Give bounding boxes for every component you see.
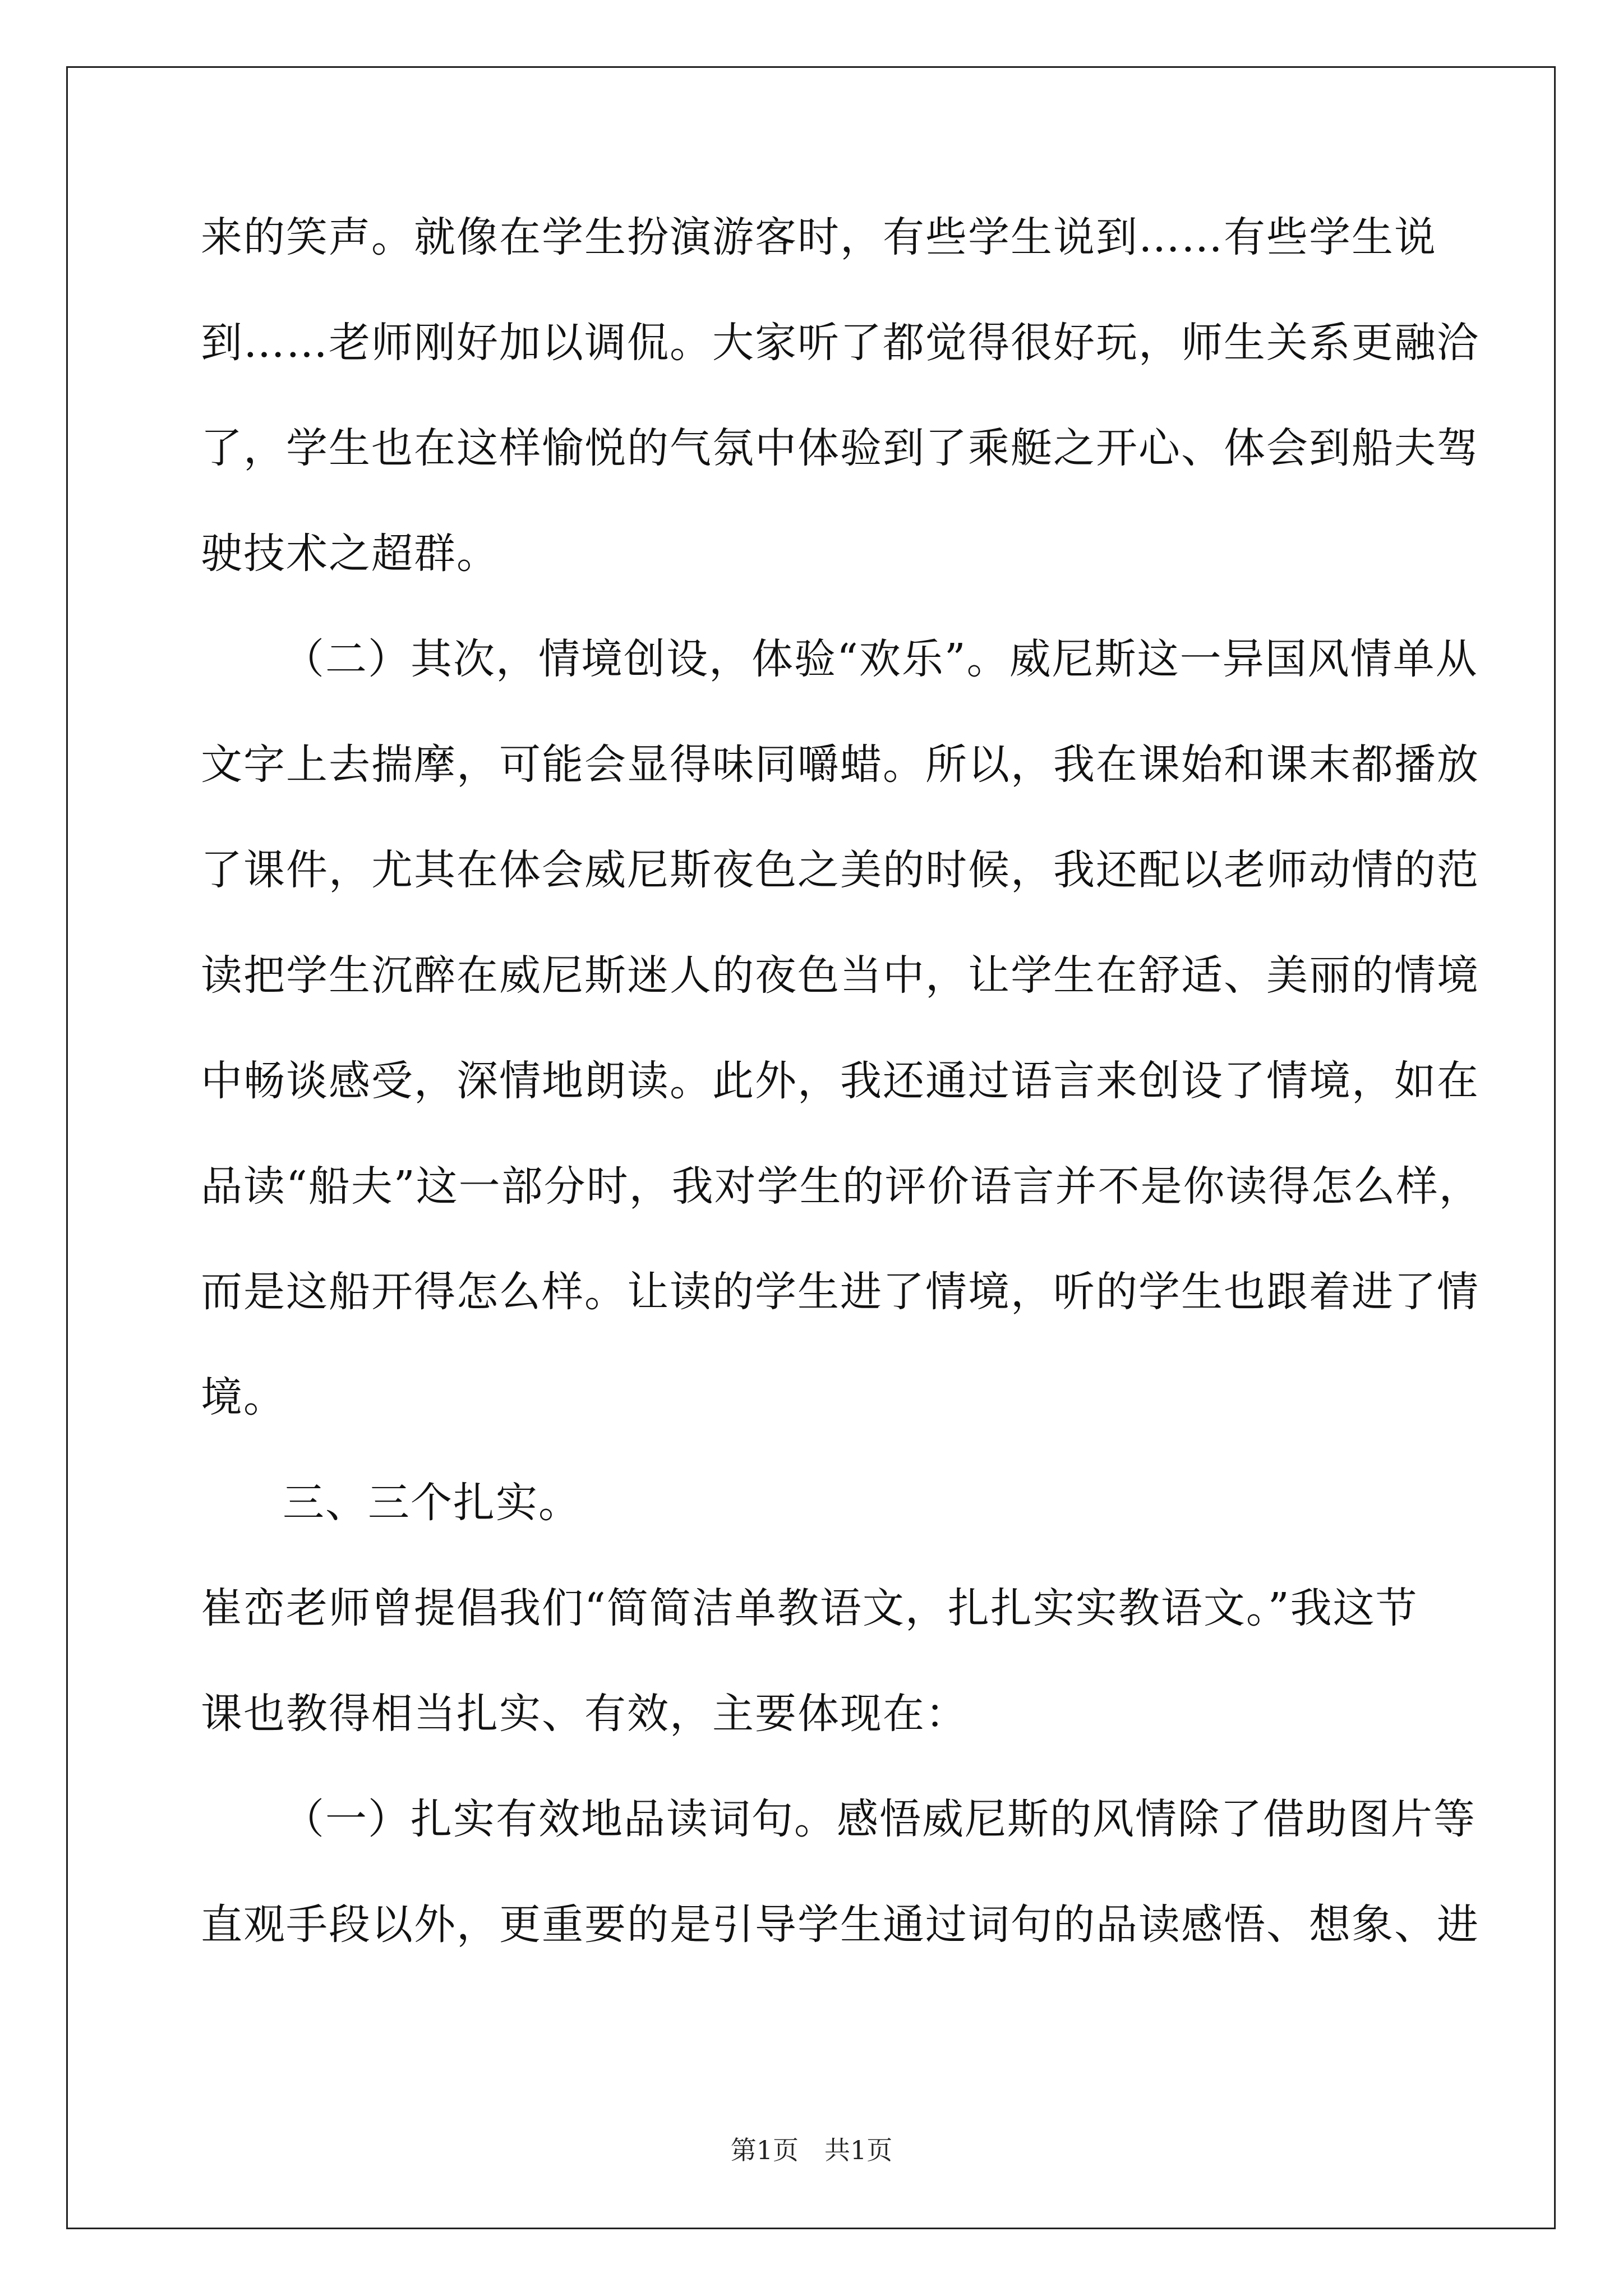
- text-line: 驶技术之超群。: [201, 530, 499, 578]
- paragraph-first-line: （一）扎实有效地品读词句。感悟威尼斯的风情除了借助图片等: [283, 1795, 1476, 1843]
- page-footer: 第1页 共1页: [730, 2135, 893, 2165]
- text-line: 而是这船开得怎么样。让读的学生进了情境，听的学生也跟着进了情: [201, 1268, 1479, 1316]
- text-line: 中畅谈感受，深情地朗读。此外，我还通过语言来创设了情境，如在: [201, 1057, 1479, 1105]
- paragraph-first-line: （二）其次，情境创设，体验“欢乐”。威尼斯这一异国风情单从: [283, 635, 1478, 683]
- text-line: 来的笑声。就像在学生扮演游客时，有些学生说到……有些学生说: [201, 213, 1437, 261]
- text-line: 了课件，尤其在体会威尼斯夜色之美的时候，我还配以老师动情的范: [201, 846, 1479, 894]
- text-line: 品读“船夫”这一部分时，我对学生的评价语言并不是你读得怎么样，: [201, 1162, 1482, 1211]
- text-line: 文字上去揣摩，可能会显得味同嚼蜡。所以，我在课始和课末都播放: [201, 740, 1479, 789]
- text-line: 直观手段以外，更重要的是引导学生通过词句的品读感悟、想象、进: [201, 1901, 1479, 1949]
- text-line: 崔峦老师曾提倡我们“简简洁单教语文，扎扎实实教语文。”我这节: [201, 1584, 1418, 1632]
- text-line: 到……老师刚好加以调侃。大家听了都觉得很好玩，师生关系更融洽: [201, 319, 1479, 367]
- text-line: 读把学生沉醉在威尼斯迷人的夜色当中，让学生在舒适、美丽的情境: [201, 951, 1479, 1000]
- section-heading: 三、三个扎实。: [283, 1479, 581, 1527]
- text-line: 境。: [201, 1373, 286, 1421]
- text-line: 课也教得相当扎实、有效，主要体现在：: [201, 1690, 968, 1738]
- text-line: 了，学生也在这样愉悦的气氛中体验到了乘艇之开心、体会到船夫驾: [201, 424, 1479, 472]
